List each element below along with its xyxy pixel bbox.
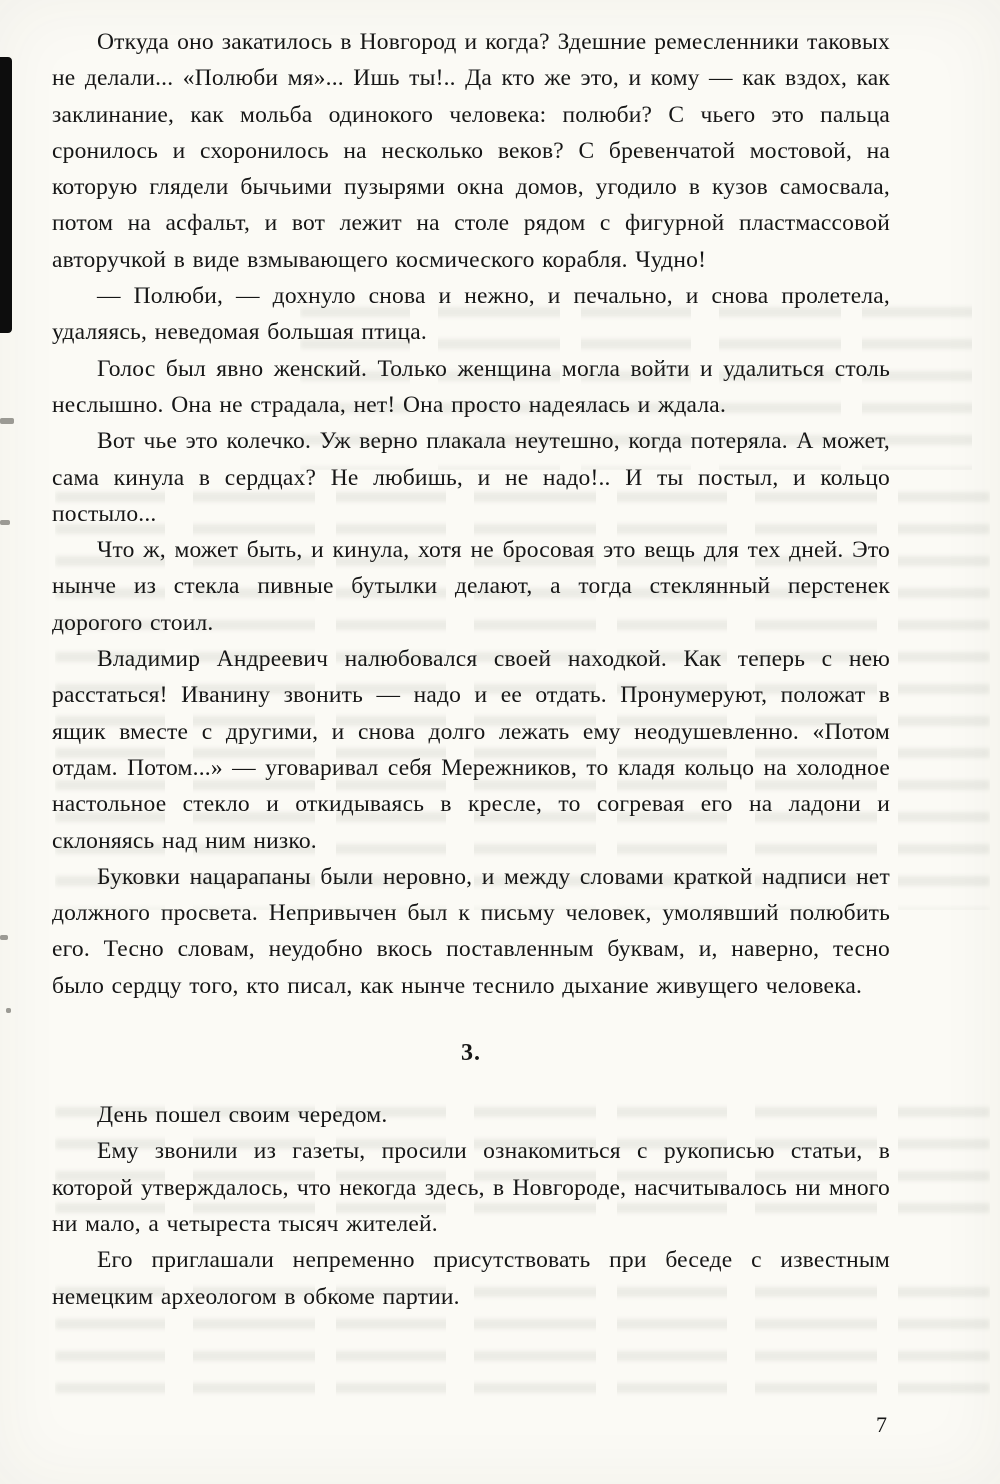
scan-edge-mark	[0, 935, 8, 940]
text-block-top	[52, 24, 890, 1004]
text-block-bottom	[52, 1097, 890, 1315]
scan-edge-mark	[6, 1008, 11, 1013]
scan-edge-mark	[0, 418, 14, 424]
page-number: 7	[876, 1412, 887, 1437]
paragraph: Владимир Андреевич налюбовался своей находкой. Как теперь с нею расстаться! Иванину звонить — надо и ее отдать. Пронумеруют, положат в ящик вместе с другими, и снова долго лежать ему неодушевленно. «Потом отдам. Потом...» — уговаривал себя Мережников, то кладя кольцо на холодное настольное стекло и откидываясь в кресле, то согревая его на ладони и склоняясь над ним низко.	[52, 646, 890, 854]
paragraph: — Полюби, — дохнуло снова и нежно, и печально, и снова пролетела, удаляясь, неведомая большая птица.	[52, 283, 890, 346]
paragraph: Что ж, может быть, и кинула, хотя не бросовая это вещь для тех дней. Это нынче из стекла пивные бутылки делают, а тогда стеклянный перстенек дорогого стоил.	[52, 537, 890, 636]
paragraph: Его приглашали непременно присутствовать при беседе с известным немецким археологом в обкоме партии.	[52, 1247, 890, 1310]
paragraph: Буковки нацарапаны были неровно, и между словами краткой надписи нет должного просвета. Непривычен был к письму человек, умолявший полюбить его. Тесно словам, неудобно вкось поставленным буквам, и, наверно, тесно было сердцу того, кто писал, как нынче теснило дыхание живущего человека.	[52, 863, 890, 999]
scan-edge-mark	[0, 520, 10, 525]
paragraph: Ему звонили из газеты, просили ознакомиться с рукописью статьи, в которой утверждалось, что некогда здесь, в Новгороде, насчитывалось ни много ни мало, а четыреста тысяч жителей.	[52, 1138, 890, 1237]
paragraph: День пошел своим чередом.	[97, 1102, 388, 1129]
text-column	[52, 24, 890, 1315]
paragraph: Голос был явно женский. Только женщина могла войти и удалиться столь неслышно. Она не страдала, нет! Она просто надеялась и ждала.	[52, 355, 890, 418]
paragraph: Откуда оно закатилось в Новгород и когда? Здешние ремесленники таковых не делали... «Полюби мя»... Ишь ты!.. Да кто же это, и кому — как вздох, как заклинание, как мольба одинокого человека: полюби? С чьего это пальца сронилось и схоронилось на несколько веков? С бревенчатой мостовой, на которую глядели бычьими пузырями окна домов, угодило в кузов самосвала, потом на асфальт, и вот лежит на столе рядом с фигурной пластмассовой авторучкой в виде взмывающего космического корабля. Чудно!	[52, 29, 890, 273]
section-heading: 3.	[461, 1040, 481, 1067]
paragraph: Вот чье это колечко. Уж верно плакала неутешно, когда потеряла. А может, сама кинула в сердцах? Не любишь, и не надо!.. И ты постыл, и кольцо постыло...	[52, 428, 890, 527]
scan-spine-artifact	[0, 57, 12, 333]
